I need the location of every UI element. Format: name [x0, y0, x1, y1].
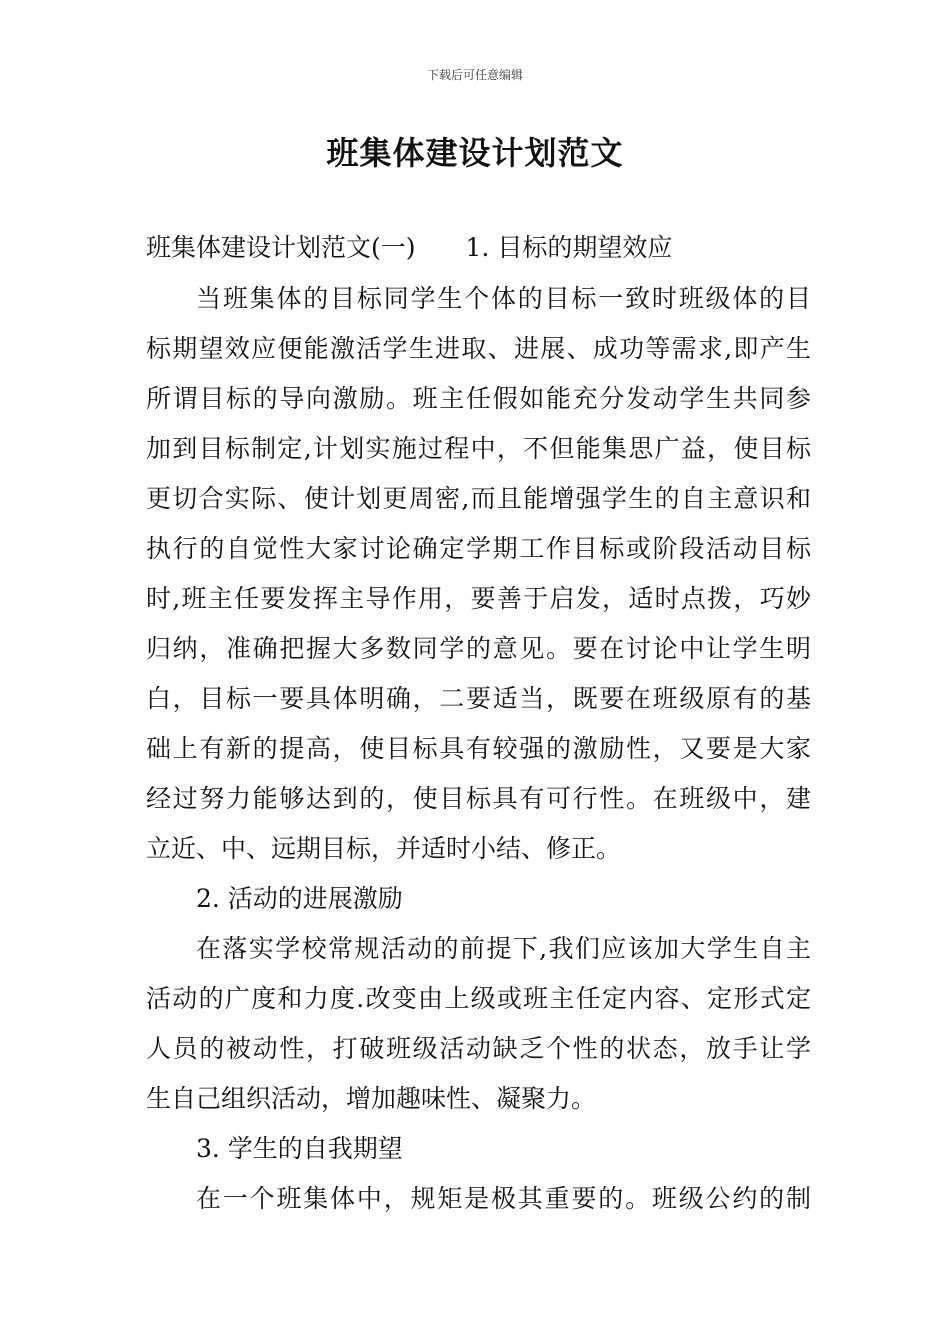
paragraph-line: 活动的广度和力度.改变由上级或班主任定内容、定形式定	[146, 984, 811, 1013]
paragraph-line: 经过努力能够达到的，使目标具有可行性。在班级中，建	[146, 784, 811, 813]
paragraph-line: 在落实学校常规活动的前提下,我们应该加大学生自主	[196, 934, 811, 963]
paragraph-line: 础上有新的提高，使目标具有较强的激励性，又要是大家	[146, 734, 811, 763]
paragraph-line: 标期望效应便能激活学生进取、进展、成功等需求,即产生	[146, 334, 811, 363]
paragraph-line: 归纳，准确把握大多数同学的意见。要在讨论中让学生明	[146, 634, 811, 663]
paragraph-line: 加到目标制定,计划实施过程中，不但能集思广益，使目标	[146, 434, 811, 463]
paragraph-line: 在一个班集体中，规矩是极其重要的。班级公约的制	[196, 1184, 811, 1213]
header-note: 下载后可任意编辑	[426, 68, 523, 82]
paragraph-line: 生自己组织活动，增加趣味性、凝聚力。	[146, 1084, 597, 1113]
section-item-1: 1. 目标的期望效应	[465, 233, 673, 262]
paragraph-line: 白，目标一要具体明确，二要适当，既要在班级原有的基	[146, 684, 811, 713]
paragraph-line: 时,班主任要发挥主导作用，要善于启发，适时点拨，巧妙	[146, 584, 811, 613]
paragraph-line: 执行的自觉性大家讨论确定学期工作目标或阶段活动目标	[146, 534, 811, 563]
section-item-3: 3. 学生的自我期望	[196, 1134, 403, 1163]
section-heading: 班集体建设计划范文(一)	[146, 233, 416, 262]
paragraph-line: 当班集体的目标同学生个体的目标一致时班级体的目	[196, 284, 811, 313]
paragraph-line: 人员的被动性，打破班级活动缺乏个性的状态，放手让学	[146, 1034, 811, 1063]
subtitle-line	[146, 233, 811, 263]
document-title: 班集体建设计划范文	[326, 134, 624, 172]
paragraph-line: 所谓目标的导向激励。班主任假如能充分发动学生共同参	[146, 384, 811, 413]
paragraph-line: 立近、中、远期目标，并适时小结、修正。	[146, 834, 622, 863]
section-item-2: 2. 活动的进展激励	[196, 884, 403, 913]
paragraph-line: 更切合实际、使计划更周密,而且能增强学生的自主意识和	[146, 484, 811, 513]
